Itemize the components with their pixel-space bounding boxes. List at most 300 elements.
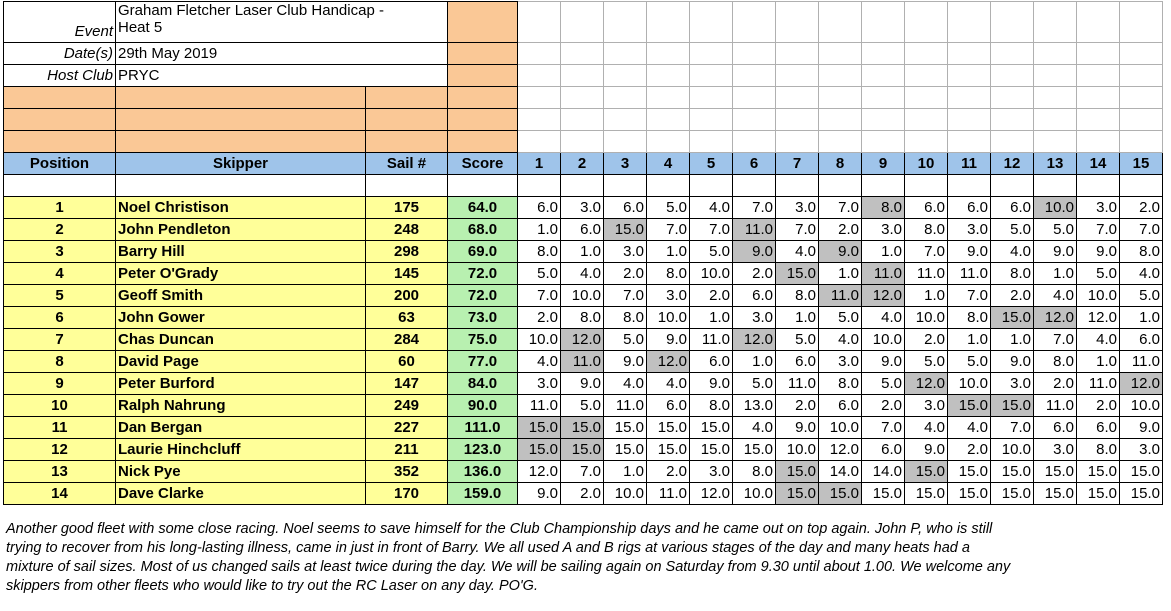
race-header: 2 (561, 153, 604, 175)
host-value: PRYC (116, 65, 448, 87)
race-cell: 1.0 (948, 329, 991, 351)
race-cell: 4.0 (561, 263, 604, 285)
race-cell: 9.0 (1120, 417, 1163, 439)
score-cell: 84.0 (448, 373, 518, 395)
discarded-race-cell: 11.0 (733, 219, 776, 241)
race-cell: 9.0 (862, 351, 905, 373)
race-cell: 10.0 (647, 307, 690, 329)
notes-line: trying to recover from his long-lasting illness, came in just in front of Barry. We all used A and B rigs at various stages of the day and many heats had a (6, 540, 970, 556)
race-cell: 6.0 (1034, 417, 1077, 439)
race-header: 5 (690, 153, 733, 175)
race-cell: 11.0 (1077, 373, 1120, 395)
race-header: 9 (862, 153, 905, 175)
skipper-cell: Dave Clarke (116, 483, 366, 505)
race-cell: 8.0 (690, 395, 733, 417)
race-cell: 7.0 (561, 461, 604, 483)
race-cell: 15.0 (604, 417, 647, 439)
race-cell: 5.0 (819, 307, 862, 329)
race-cell: 2.0 (948, 439, 991, 461)
race-cell: 8.0 (776, 285, 819, 307)
position-cell: 9 (4, 373, 116, 395)
race-cell: 5.0 (733, 373, 776, 395)
discarded-race-cell: 9.0 (733, 241, 776, 263)
race-cell: 2.0 (733, 263, 776, 285)
race-cell: 7.0 (948, 285, 991, 307)
race-cell: 7.0 (518, 285, 561, 307)
race-cell: 8.0 (1034, 351, 1077, 373)
result-row (4, 263, 1163, 285)
position-cell: 2 (4, 219, 116, 241)
result-row (4, 219, 1163, 241)
race-header: 15 (1120, 153, 1163, 175)
score-cell: 75.0 (448, 329, 518, 351)
race-cell: 7.0 (905, 241, 948, 263)
race-cell: 15.0 (1034, 483, 1077, 505)
race-cell: 6.0 (862, 439, 905, 461)
race-cell: 1.0 (776, 307, 819, 329)
race-cell: 2.0 (518, 307, 561, 329)
race-cell: 1.0 (690, 307, 733, 329)
skipper-cell: Geoff Smith (116, 285, 366, 307)
sail-cell: 352 (366, 461, 448, 483)
race-header: 1 (518, 153, 561, 175)
race-cell: 5.0 (1034, 219, 1077, 241)
race-cell: 8.0 (905, 219, 948, 241)
race-cell: 2.0 (647, 461, 690, 483)
race-cell: 3.0 (991, 373, 1034, 395)
discarded-race-cell: 11.0 (819, 285, 862, 307)
race-cell: 12.0 (690, 483, 733, 505)
discarded-race-cell: 12.0 (1034, 307, 1077, 329)
header-peach-cell (448, 2, 518, 43)
position-cell: 8 (4, 351, 116, 373)
discarded-race-cell: 15.0 (991, 307, 1034, 329)
race-cell: 6.0 (604, 197, 647, 219)
race-cell: 15.0 (1120, 461, 1163, 483)
result-row (4, 197, 1163, 219)
result-row (4, 329, 1163, 351)
race-cell: 4.0 (862, 307, 905, 329)
score-cell: 77.0 (448, 351, 518, 373)
race-header: 10 (905, 153, 948, 175)
result-row (4, 395, 1163, 417)
race-cell: 5.0 (905, 351, 948, 373)
discarded-race-cell: 10.0 (1034, 197, 1077, 219)
race-cell: 4.0 (905, 417, 948, 439)
race-cell: 11.0 (948, 263, 991, 285)
sail-cell: 147 (366, 373, 448, 395)
race-cell: 6.0 (1120, 329, 1163, 351)
skipper-cell: Noel Christison (116, 197, 366, 219)
sail-cell: 63 (366, 307, 448, 329)
position-cell: 5 (4, 285, 116, 307)
result-row (4, 483, 1163, 505)
position-cell: 7 (4, 329, 116, 351)
column-header-row (4, 153, 1163, 175)
discarded-race-cell: 15.0 (776, 483, 819, 505)
skipper-cell: Ralph Nahrung (116, 395, 366, 417)
race-notes (6, 520, 1164, 596)
score-cell: 159.0 (448, 483, 518, 505)
race-cell: 2.0 (690, 285, 733, 307)
race-cell: 7.0 (647, 219, 690, 241)
race-cell: 2.0 (862, 395, 905, 417)
race-cell: 5.0 (1120, 285, 1163, 307)
race-cell: 15.0 (690, 439, 733, 461)
position-cell: 12 (4, 439, 116, 461)
race-cell: 11.0 (518, 395, 561, 417)
race-cell: 6.0 (1077, 417, 1120, 439)
score-cell: 68.0 (448, 219, 518, 241)
race-cell: 5.0 (690, 241, 733, 263)
race-cell: 15.0 (604, 439, 647, 461)
race-cell: 15.0 (991, 461, 1034, 483)
race-cell: 15.0 (1120, 483, 1163, 505)
position-cell: 13 (4, 461, 116, 483)
race-cell: 6.0 (776, 351, 819, 373)
race-cell: 11.0 (604, 395, 647, 417)
race-cell: 9.0 (690, 373, 733, 395)
race-cell: 1.0 (733, 351, 776, 373)
race-header: 7 (776, 153, 819, 175)
race-cell: 3.0 (561, 197, 604, 219)
dates-label: Date(s) (4, 43, 116, 65)
sail-cell: 60 (366, 351, 448, 373)
race-cell: 1.0 (1120, 307, 1163, 329)
result-row (4, 439, 1163, 461)
race-cell: 7.0 (1077, 219, 1120, 241)
race-cell: 14.0 (819, 461, 862, 483)
discarded-race-cell: 11.0 (561, 351, 604, 373)
position-cell: 14 (4, 483, 116, 505)
race-cell: 6.0 (905, 197, 948, 219)
race-cell: 7.0 (733, 197, 776, 219)
race-cell: 15.0 (948, 461, 991, 483)
discarded-race-cell: 15.0 (991, 395, 1034, 417)
race-cell: 6.0 (647, 395, 690, 417)
race-cell: 2.0 (991, 285, 1034, 307)
race-cell: 2.0 (905, 329, 948, 351)
race-cell: 15.0 (1034, 461, 1077, 483)
race-cell: 4.0 (690, 197, 733, 219)
discarded-race-cell: 12.0 (647, 351, 690, 373)
race-cell: 15.0 (647, 439, 690, 461)
race-cell: 6.0 (991, 197, 1034, 219)
race-cell: 13.0 (733, 395, 776, 417)
results-body (4, 197, 1163, 505)
race-cell: 2.0 (1077, 395, 1120, 417)
race-cell: 4.0 (604, 373, 647, 395)
discarded-race-cell: 12.0 (1120, 373, 1163, 395)
discarded-race-cell: 12.0 (561, 329, 604, 351)
race-cell: 10.0 (776, 439, 819, 461)
race-cell: 11.0 (1120, 351, 1163, 373)
result-row (4, 417, 1163, 439)
race-cell: 8.0 (561, 307, 604, 329)
race-cell: 3.0 (862, 219, 905, 241)
race-cell: 15.0 (1077, 483, 1120, 505)
discarded-race-cell: 15.0 (776, 263, 819, 285)
score-cell: 73.0 (448, 307, 518, 329)
race-header: 6 (733, 153, 776, 175)
discarded-race-cell: 15.0 (561, 417, 604, 439)
race-cell: 7.0 (1034, 329, 1077, 351)
race-cell: 5.0 (948, 351, 991, 373)
results-sheet (3, 1, 1163, 505)
score-cell: 69.0 (448, 241, 518, 263)
race-cell: 3.0 (733, 307, 776, 329)
race-cell: 4.0 (1077, 329, 1120, 351)
race-cell: 8.0 (819, 373, 862, 395)
result-row (4, 351, 1163, 373)
race-cell: 5.0 (991, 219, 1034, 241)
race-cell: 1.0 (561, 241, 604, 263)
race-cell: 10.0 (733, 483, 776, 505)
race-header: 8 (819, 153, 862, 175)
race-cell: 3.0 (1034, 439, 1077, 461)
race-cell: 1.0 (647, 241, 690, 263)
race-cell: 9.0 (948, 241, 991, 263)
race-cell: 1.0 (1034, 263, 1077, 285)
race-header: 4 (647, 153, 690, 175)
race-cell: 1.0 (518, 219, 561, 241)
race-cell: 3.0 (1120, 439, 1163, 461)
notes-line: mixture of sail sizes. Most of us changed sails at least twice during the day. We will be sailing again on Saturday from 9.30 until about 1.00. We welcome any (6, 559, 1011, 575)
race-cell: 6.0 (948, 197, 991, 219)
race-cell: 11.0 (905, 263, 948, 285)
sail-cell: 249 (366, 395, 448, 417)
discarded-race-cell: 15.0 (518, 417, 561, 439)
position-header: Position (4, 153, 116, 175)
race-cell: 12.0 (1077, 307, 1120, 329)
race-cell: 7.0 (862, 417, 905, 439)
race-cell: 10.0 (862, 329, 905, 351)
race-cell: 10.0 (819, 417, 862, 439)
discarded-race-cell: 12.0 (862, 285, 905, 307)
position-cell: 1 (4, 197, 116, 219)
race-cell: 10.0 (690, 263, 733, 285)
race-cell: 11.0 (776, 373, 819, 395)
race-cell: 9.0 (604, 351, 647, 373)
event-label: Event (4, 2, 116, 43)
race-cell: 1.0 (1077, 351, 1120, 373)
race-cell: 10.0 (1077, 285, 1120, 307)
notes-line: skippers from other fleets who would like to try out the RC Laser on any day. PO'G. (6, 578, 538, 594)
spacer-row (4, 175, 1163, 197)
position-cell: 4 (4, 263, 116, 285)
race-cell: 2.0 (561, 483, 604, 505)
discarded-race-cell: 15.0 (776, 461, 819, 483)
skipper-header: Skipper (116, 153, 366, 175)
race-cell: 10.0 (905, 307, 948, 329)
sail-cell: 298 (366, 241, 448, 263)
notes-line: Another good fleet with some close racing. Noel seems to save himself for the Club Championship days and he came out on top again. John P, who is still (6, 521, 993, 537)
race-cell: 15.0 (647, 417, 690, 439)
race-cell: 8.0 (1120, 241, 1163, 263)
race-cell: 4.0 (1120, 263, 1163, 285)
race-cell: 8.0 (948, 307, 991, 329)
score-cell: 90.0 (448, 395, 518, 417)
score-cell: 123.0 (448, 439, 518, 461)
race-cell: 11.0 (647, 483, 690, 505)
race-cell: 15.0 (948, 483, 991, 505)
race-cell: 11.0 (690, 329, 733, 351)
race-cell: 1.0 (991, 329, 1034, 351)
discarded-race-cell: 15.0 (518, 439, 561, 461)
race-cell: 9.0 (561, 373, 604, 395)
race-cell: 15.0 (991, 483, 1034, 505)
sail-cell: 200 (366, 285, 448, 307)
skipper-cell: Peter O'Grady (116, 263, 366, 285)
race-cell: 9.0 (776, 417, 819, 439)
race-cell: 3.0 (776, 197, 819, 219)
discarded-race-cell: 15.0 (819, 483, 862, 505)
sail-cell: 284 (366, 329, 448, 351)
discarded-race-cell: 9.0 (819, 241, 862, 263)
race-cell: 2.0 (604, 263, 647, 285)
race-cell: 6.0 (518, 197, 561, 219)
discarded-race-cell: 8.0 (862, 197, 905, 219)
position-cell: 6 (4, 307, 116, 329)
result-row (4, 461, 1163, 483)
race-cell: 3.0 (819, 351, 862, 373)
skipper-cell: Nick Pye (116, 461, 366, 483)
race-cell: 9.0 (518, 483, 561, 505)
race-cell: 4.0 (518, 351, 561, 373)
race-cell: 11.0 (1034, 395, 1077, 417)
discarded-race-cell: 12.0 (905, 373, 948, 395)
sail-cell: 227 (366, 417, 448, 439)
score-cell: 64.0 (448, 197, 518, 219)
race-cell: 4.0 (733, 417, 776, 439)
race-cell: 8.0 (991, 263, 1034, 285)
race-cell: 7.0 (690, 219, 733, 241)
discarded-race-cell: 12.0 (733, 329, 776, 351)
sail-cell: 248 (366, 219, 448, 241)
race-cell: 7.0 (819, 197, 862, 219)
result-row (4, 241, 1163, 263)
race-cell: 5.0 (518, 263, 561, 285)
race-cell: 3.0 (690, 461, 733, 483)
result-row (4, 373, 1163, 395)
race-header: 13 (1034, 153, 1077, 175)
host-label: Host Club (4, 65, 116, 87)
race-cell: 2.0 (1120, 197, 1163, 219)
sail-cell: 170 (366, 483, 448, 505)
score-cell: 111.0 (448, 417, 518, 439)
race-cell: 10.0 (991, 439, 1034, 461)
discarded-race-cell: 15.0 (948, 395, 991, 417)
race-cell: 5.0 (604, 329, 647, 351)
race-cell: 10.0 (948, 373, 991, 395)
race-cell: 3.0 (647, 285, 690, 307)
race-cell: 2.0 (776, 395, 819, 417)
race-cell: 4.0 (991, 241, 1034, 263)
discarded-race-cell: 15.0 (604, 219, 647, 241)
race-cell: 4.0 (1034, 285, 1077, 307)
race-cell: 10.0 (1120, 395, 1163, 417)
race-cell: 3.0 (948, 219, 991, 241)
race-cell: 5.0 (647, 197, 690, 219)
skipper-cell: Laurie Hinchcluff (116, 439, 366, 461)
discarded-race-cell: 15.0 (905, 461, 948, 483)
position-cell: 11 (4, 417, 116, 439)
race-cell: 2.0 (819, 219, 862, 241)
race-cell: 1.0 (905, 285, 948, 307)
race-cell: 9.0 (647, 329, 690, 351)
result-row (4, 285, 1163, 307)
score-header: Score (448, 153, 518, 175)
race-cell: 8.0 (1077, 439, 1120, 461)
race-cell: 8.0 (604, 307, 647, 329)
race-cell: 6.0 (733, 285, 776, 307)
race-cell: 5.0 (1077, 263, 1120, 285)
score-cell: 136.0 (448, 461, 518, 483)
race-cell: 1.0 (604, 461, 647, 483)
event-value (116, 2, 448, 43)
race-cell: 9.0 (991, 351, 1034, 373)
discarded-race-cell: 15.0 (561, 439, 604, 461)
event-title-line1: Graham Fletcher Laser Club Handicap - (118, 2, 384, 19)
race-cell: 4.0 (647, 373, 690, 395)
sail-cell: 145 (366, 263, 448, 285)
race-cell: 6.0 (819, 395, 862, 417)
score-cell: 72.0 (448, 263, 518, 285)
race-cell: 15.0 (690, 417, 733, 439)
race-cell: 5.0 (862, 373, 905, 395)
sail-cell: 211 (366, 439, 448, 461)
event-title-line2: Heat 5 (118, 19, 163, 36)
race-cell: 15.0 (905, 483, 948, 505)
race-cell: 3.0 (1077, 197, 1120, 219)
race-header: 14 (1077, 153, 1120, 175)
dates-value: 29th May 2019 (116, 43, 448, 65)
skipper-cell: Barry Hill (116, 241, 366, 263)
race-cell: 3.0 (518, 373, 561, 395)
race-cell: 2.0 (1034, 373, 1077, 395)
race-cell: 3.0 (905, 395, 948, 417)
result-row (4, 307, 1163, 329)
skipper-cell: Chas Duncan (116, 329, 366, 351)
skipper-cell: John Pendleton (116, 219, 366, 241)
race-cell: 5.0 (776, 329, 819, 351)
race-cell: 7.0 (776, 219, 819, 241)
race-cell: 12.0 (819, 439, 862, 461)
race-header: 11 (948, 153, 991, 175)
race-cell: 10.0 (604, 483, 647, 505)
race-cell: 10.0 (561, 285, 604, 307)
race-cell: 9.0 (1077, 241, 1120, 263)
race-cell: 5.0 (561, 395, 604, 417)
race-cell: 14.0 (862, 461, 905, 483)
race-cell: 1.0 (819, 263, 862, 285)
sail-header: Sail # (366, 153, 448, 175)
race-cell: 9.0 (905, 439, 948, 461)
race-cell: 4.0 (819, 329, 862, 351)
race-cell: 12.0 (518, 461, 561, 483)
race-header: 3 (604, 153, 647, 175)
sail-cell: 175 (366, 197, 448, 219)
race-cell: 8.0 (647, 263, 690, 285)
score-cell: 72.0 (448, 285, 518, 307)
skipper-cell: John Gower (116, 307, 366, 329)
race-cell: 8.0 (518, 241, 561, 263)
skipper-cell: David Page (116, 351, 366, 373)
position-cell: 3 (4, 241, 116, 263)
race-cell: 6.0 (561, 219, 604, 241)
race-cell: 7.0 (604, 285, 647, 307)
skipper-cell: Peter Burford (116, 373, 366, 395)
